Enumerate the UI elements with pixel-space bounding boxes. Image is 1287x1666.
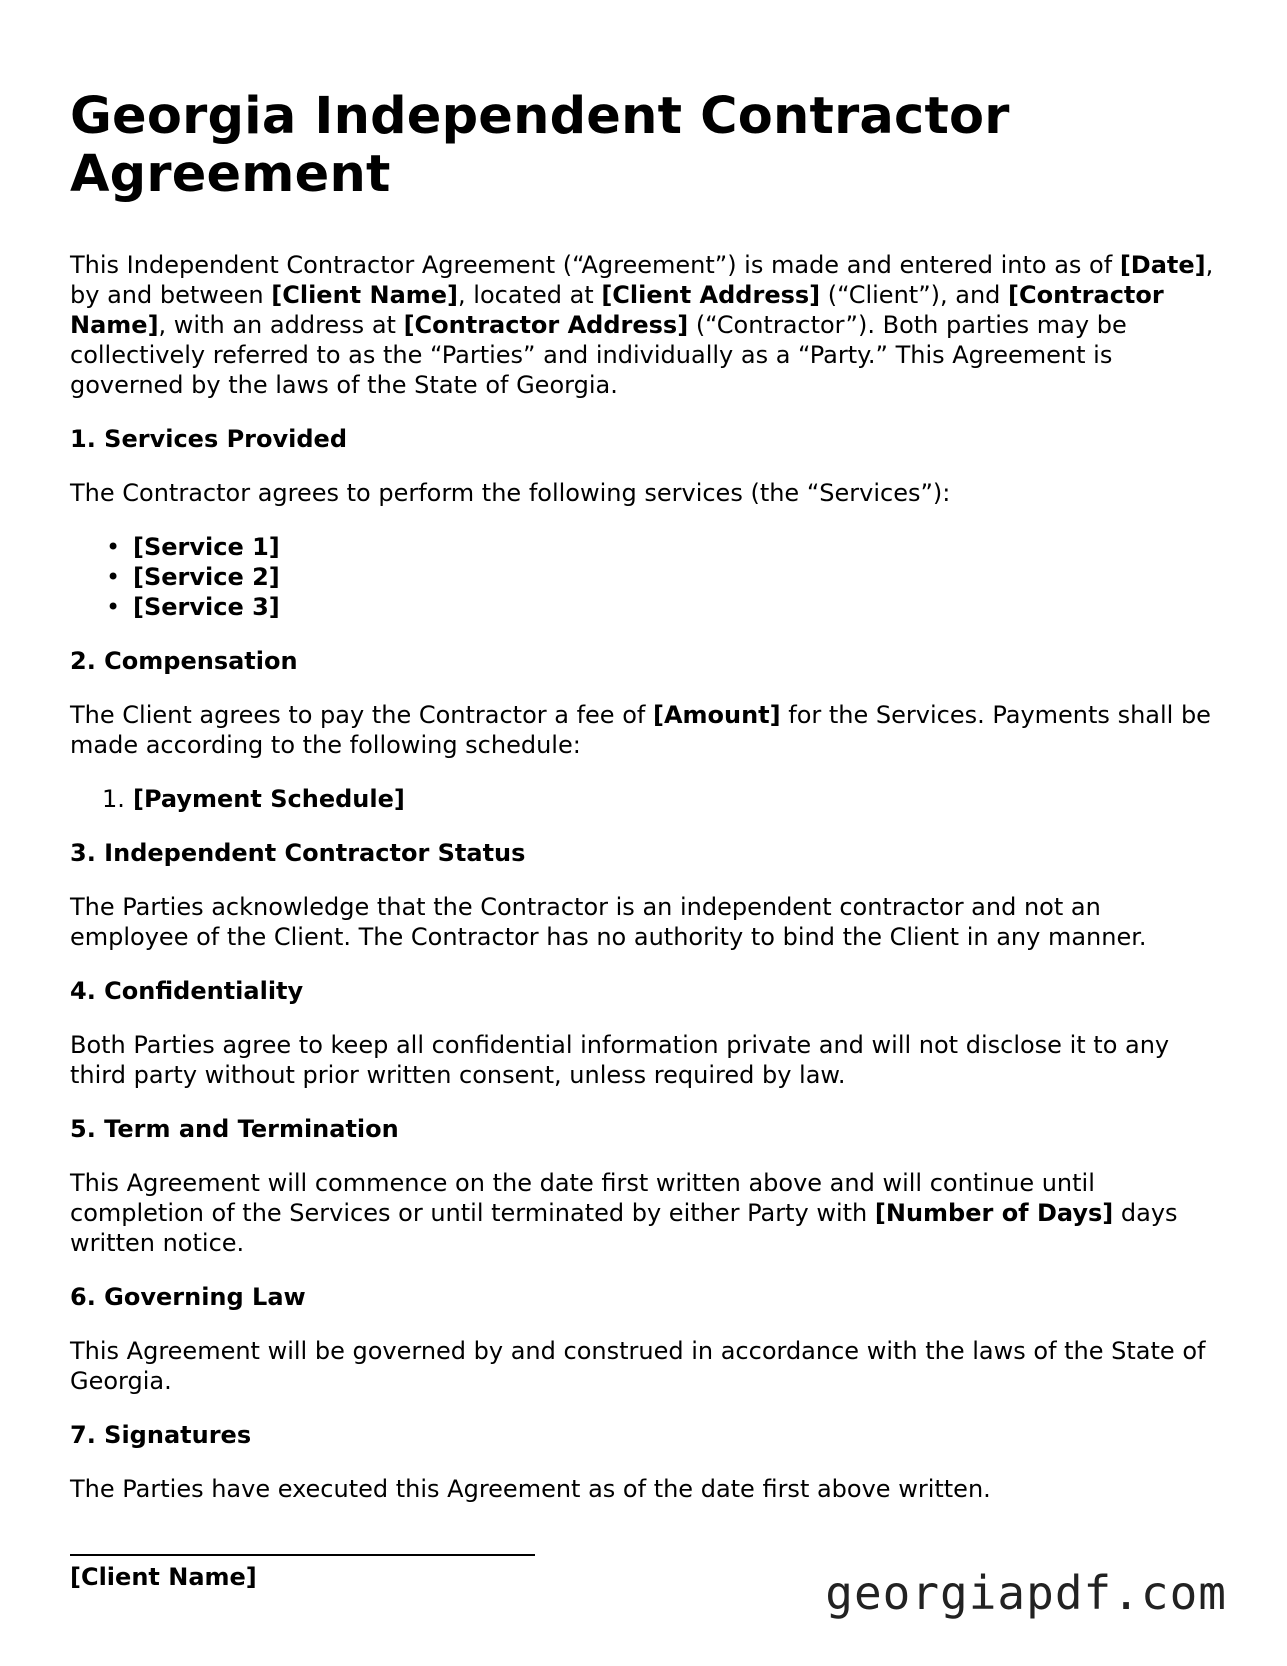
section-heading-term: 5. Term and Termination: [70, 1115, 399, 1143]
watermark: georgiapdf.com: [825, 1566, 1227, 1620]
section-heading-law: 6. Governing Law: [70, 1283, 306, 1311]
list-item: [70, 592, 1220, 622]
intro-text: (“Contractor”). Both parties may be collectively referred to as the “Parties” and individually as a “Party.” This Agreement is governed by the laws of the State of Georgia.: [70, 311, 1127, 399]
intro-text: This Independent Contractor Agreement (“Agreement”) is made and entered into as of: [70, 251, 1120, 279]
signatures-text: The Parties have executed this Agreement as of the date first above written.: [70, 1475, 991, 1503]
amount-placeholder: [Amount]: [652, 701, 781, 729]
section-heading-status: 3. Independent Contractor Status: [70, 839, 526, 867]
services-text: The Contractor agrees to perform the following services (the “Services”):: [70, 479, 951, 507]
bullet-icon: •: [106, 533, 121, 561]
days-placeholder: [Number of Days]: [874, 1199, 1114, 1227]
document-title: Georgia Independent Contractor Agreement: [70, 87, 1010, 204]
compensation-text-part: for the Services. Payments shall be made according to the following schedule:: [70, 701, 1211, 759]
compensation-text-part: The Client agrees to pay the Contractor a fee of: [70, 701, 653, 729]
compensation-text: [70, 700, 1220, 760]
contractor-address-placeholder: [Contractor Address]: [403, 311, 689, 339]
service-placeholder: [Service 1]: [133, 533, 280, 561]
term-text: [70, 1168, 1220, 1258]
status-text: The Parties acknowledge that the Contractor is an independent contractor and not an employee of the Client. The Contractor has no authority to bind the Client in any manner.: [70, 893, 1147, 951]
law-text: This Agreement will be governed by and construed in accordance with the laws of the State of Georgia.: [70, 1337, 1206, 1395]
list-item: [70, 784, 1220, 814]
date-placeholder: [Date]: [1119, 251, 1206, 279]
service-placeholder: [Service 3]: [133, 593, 280, 621]
payment-schedule-list: [70, 784, 1220, 814]
document-page: [70, 88, 1220, 1592]
intro-text: (“Client”), and: [820, 281, 1009, 309]
term-text-part: This Agreement will commence on the date first written above and will continue until completion of the Services or until terminated by either Party with: [70, 1169, 1095, 1227]
bullet-icon: •: [106, 563, 121, 591]
confidentiality-text: Both Parties agree to keep all confidential information private and will not disclose it to any third party without prior written consent, unless required by law.: [70, 1031, 1170, 1089]
services-list: [70, 532, 1220, 622]
client-address-placeholder: [Client Address]: [601, 281, 821, 309]
section-heading-compensation: 2. Compensation: [70, 647, 298, 675]
term-text-part: days written notice.: [70, 1199, 1178, 1257]
intro-text: , located at: [458, 281, 602, 309]
section-heading-services: 1. Services Provided: [70, 425, 348, 453]
intro-text: , by and between: [70, 251, 1214, 309]
contractor-name-placeholder: [Contractor Name]: [70, 281, 1164, 339]
payment-schedule-placeholder: [Payment Schedule]: [133, 785, 405, 813]
section-heading-confidentiality: 4. Confidentiality: [70, 977, 304, 1005]
bullet-icon: •: [106, 593, 121, 621]
list-number: 1.: [102, 785, 125, 813]
service-placeholder: [Service 2]: [133, 563, 280, 591]
client-signature-name: [Client Name]: [70, 1563, 257, 1591]
intro-text: , with an address at: [158, 311, 404, 339]
client-name-placeholder: [Client Name]: [271, 281, 459, 309]
section-heading-signatures: 7. Signatures: [70, 1421, 252, 1449]
list-item: [70, 562, 1220, 592]
intro-paragraph: [70, 250, 1220, 400]
signature-line: [70, 1554, 535, 1556]
list-item: [70, 532, 1220, 562]
